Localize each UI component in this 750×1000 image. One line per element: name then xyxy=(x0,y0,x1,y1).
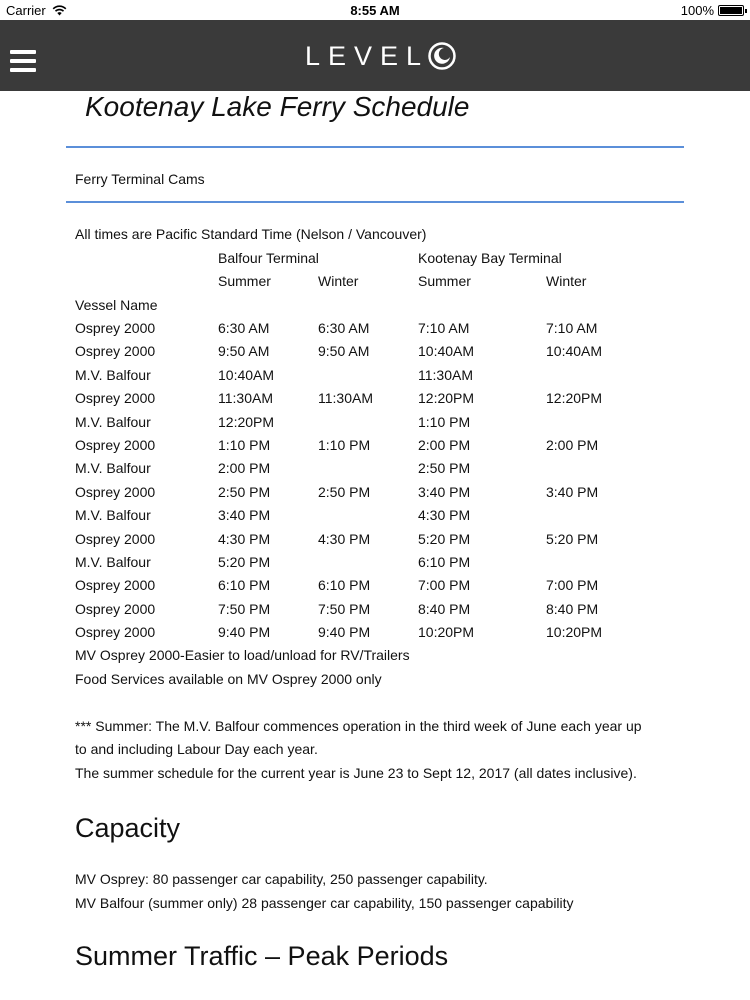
departure-time: 10:20PM xyxy=(418,624,475,641)
departure-time: 3:40 PM xyxy=(218,507,271,524)
vessel-name: M.V. Balfour xyxy=(75,554,151,570)
vessel-name: Osprey 2000 xyxy=(75,624,156,641)
departure-time: 7:10 AM xyxy=(546,320,598,336)
departure-time: 11:30AM xyxy=(418,366,473,383)
vessel-name: Osprey 2000 xyxy=(75,343,156,360)
season-header: Summer xyxy=(218,273,271,289)
summer-note: to and including Labour Day each year. xyxy=(75,741,318,757)
ferry-cams-link[interactable]: Ferry Terminal Cams xyxy=(75,171,205,187)
capacity-heading: Capacity xyxy=(75,813,181,843)
departure-time: 2:50 PM xyxy=(318,483,371,500)
status-bar xyxy=(0,0,750,20)
departure-time: 3:40 PM xyxy=(546,483,599,500)
summer-schedule-dates: The summer schedule for the current year is June 23 to Sept 12, 2017 (all dates inclusive). xyxy=(75,765,637,781)
departure-time: 1:10 PM xyxy=(418,413,471,430)
vessel-name: M.V. Balfour xyxy=(75,413,151,430)
capacity-line: MV Balfour (summer only) 28 passenger car capability, 150 passenger capability xyxy=(75,895,574,911)
vessel-name: Osprey 2000 xyxy=(75,320,156,336)
departure-time: 6:30 AM xyxy=(218,320,270,336)
vessel-name: M.V. Balfour xyxy=(75,366,151,383)
vessel-name: Osprey 2000 xyxy=(75,483,156,500)
season-header: Winter xyxy=(318,273,359,289)
departure-time: 12:20PM xyxy=(546,390,603,407)
departure-time: 1:10 PM xyxy=(218,437,271,453)
divider xyxy=(66,146,684,148)
navbar xyxy=(0,20,750,91)
departure-time: 9:50 AM xyxy=(218,343,270,360)
departure-time: 11:30AM xyxy=(318,390,373,407)
departure-time: 7:50 PM xyxy=(218,600,271,617)
divider xyxy=(66,201,684,203)
departure-time: 9:40 PM xyxy=(318,624,371,641)
departure-time: 10:20PM xyxy=(546,624,603,641)
vessel-name: Osprey 2000 xyxy=(75,530,156,547)
vessel-name: Osprey 2000 xyxy=(75,390,156,407)
departure-time: 2:00 PM xyxy=(546,437,599,453)
peak-periods-heading: Summer Traffic – Peak Periods xyxy=(75,941,449,971)
departure-time: 5:20 PM xyxy=(218,554,271,570)
logo-moon-icon xyxy=(427,41,457,71)
vessel-name: Osprey 2000 xyxy=(75,437,156,453)
departure-time: 6:10 PM xyxy=(418,554,471,570)
level-logo[interactable] xyxy=(305,40,457,72)
carrier-label: Carrier xyxy=(6,3,46,18)
departure-time: 12:20PM xyxy=(218,413,275,430)
departure-time: 6:10 PM xyxy=(318,577,371,594)
battery-percent: 100% xyxy=(680,3,714,18)
departure-time: 6:30 AM xyxy=(318,320,370,336)
season-header: Summer xyxy=(418,273,471,289)
departure-time: 7:10 AM xyxy=(418,320,470,336)
departure-time: 3:40 PM xyxy=(418,483,471,500)
menu-icon[interactable] xyxy=(10,50,36,72)
departure-time: 8:40 PM xyxy=(418,600,471,617)
departure-time: 4:30 PM xyxy=(318,530,371,547)
battery-icon xyxy=(718,5,744,16)
season-header: Winter xyxy=(546,273,587,289)
departure-time: 11:30AM xyxy=(218,390,273,407)
vessel-name: Osprey 2000 xyxy=(75,600,156,617)
vessel-name: M.V. Balfour xyxy=(75,507,151,524)
departure-time: 6:10 PM xyxy=(218,577,271,594)
departure-time: 1:10 PM xyxy=(318,437,371,453)
capacity-line: MV Osprey: 80 passenger car capability, 250 passenger capability. xyxy=(75,871,488,887)
departure-time: 5:20 PM xyxy=(418,530,471,547)
departure-time: 2:00 PM xyxy=(418,437,471,453)
departure-time: 2:50 PM xyxy=(418,460,471,477)
departure-time: 8:40 PM xyxy=(546,600,599,617)
vessel-name-header: Vessel Name xyxy=(75,297,158,313)
timezone-note: All times are Pacific Standard Time (Nelson / Vancouver) xyxy=(75,226,427,242)
departure-time: 2:50 PM xyxy=(218,483,271,500)
vessel-name: Osprey 2000 xyxy=(75,577,156,594)
departure-time: 10:40AM xyxy=(218,366,275,383)
departure-time: 10:40AM xyxy=(546,343,603,360)
vessel-name: M.V. Balfour xyxy=(75,460,151,477)
summer-note: *** Summer: The M.V. Balfour commences operation in the third week of June each year up xyxy=(75,718,642,734)
departure-time: 7:00 PM xyxy=(546,577,599,594)
page-title: Kootenay Lake Ferry Schedule xyxy=(85,91,470,122)
logo-text: LEVEL xyxy=(305,40,430,71)
departure-time: 9:50 AM xyxy=(318,343,370,360)
balfour-terminal-header: Balfour Terminal xyxy=(218,250,319,266)
note-line: Food Services available on MV Osprey 2000 only xyxy=(75,671,382,687)
kootenay-bay-terminal-header: Kootenay Bay Terminal xyxy=(418,250,562,266)
departure-time: 5:20 PM xyxy=(546,530,599,547)
departure-time: 7:00 PM xyxy=(418,577,471,594)
note-line: MV Osprey 2000-Easier to load/unload for RV/Trailers xyxy=(75,647,410,663)
status-right xyxy=(681,3,744,18)
departure-time: 4:30 PM xyxy=(218,530,271,547)
departure-time: 10:40AM xyxy=(418,343,475,360)
departure-time: 12:20PM xyxy=(418,390,475,407)
departure-time: 2:00 PM xyxy=(218,460,271,477)
departure-time: 4:30 PM xyxy=(418,507,471,524)
departure-time: 9:40 PM xyxy=(218,624,271,641)
status-time: 8:55 AM xyxy=(350,3,400,18)
departure-time: 7:50 PM xyxy=(318,600,371,617)
